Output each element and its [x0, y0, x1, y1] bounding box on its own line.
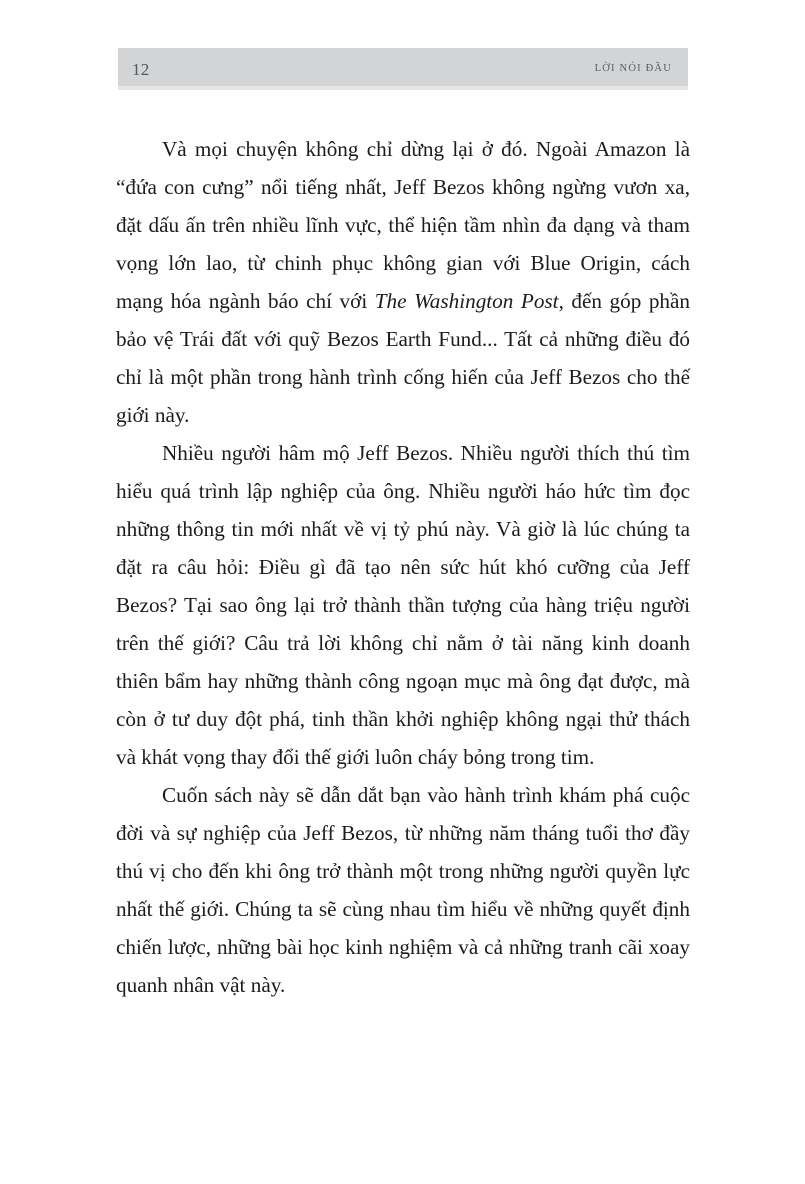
italic-work-title: The Washington Post [374, 289, 559, 313]
running-header [118, 48, 688, 90]
paragraph-1: Và mọi chuyện không chỉ dừng lại ở đó. Ngoài Amazon là “đứa con cưng” nổi tiếng nhất, Jeff Bezos không ngừng vươn xa, đặt dấu ấn trên nhiều lĩnh vực, thể hiện tầm nhìn đa dạng và tham vọng lớn lao, từ chinh phục không gian với Blue Origin, cách mạng hóa ngành báo chí với The Washington Post, đến góp phần bảo vệ Trái đất với quỹ Bezos Earth Fund... Tất cả những điều đó chỉ là một phần trong hành trình cống hiến của Jeff Bezos cho thế giới này. [116, 137, 690, 427]
paragraph-3: Cuốn sách này sẽ dẫn dắt bạn vào hành trình khám phá cuộc đời và sự nghiệp của Jeff Bezos, từ những năm tháng tuổi thơ đầy thú vị cho đến khi ông trở thành một trong những người quyền lực nhất thế giới. Chúng ta sẽ cùng nhau tìm hiểu về những quyết định chiến lược, những bài học kinh nghiệm và cả những tranh cãi xoay quanh nhân vật này. [116, 783, 690, 997]
page-number: 12 [132, 59, 150, 79]
body-text-block [116, 130, 690, 1004]
paragraph-2: Nhiều người hâm mộ Jeff Bezos. Nhiều người thích thú tìm hiểu quá trình lập nghiệp của ông. Nhiều người háo hức tìm đọc những thông tin mới nhất về vị tỷ phú này. Và giờ là lúc chúng ta đặt ra câu hỏi: Điều gì đã tạo nên sức hút khó cưỡng của Jeff Bezos? Tại sao ông lại trở thành thần tượng của hàng triệu người trên thế giới? Câu trả lời không chỉ nằm ở tài năng kinh doanh thiên bẩm hay những thành công ngoạn mục mà ông đạt được, mà còn ở tư duy đột phá, tinh thần khởi nghiệp không ngại thử thách và khát vọng thay đổi thế giới luôn cháy bỏng trong tim. [116, 441, 690, 769]
running-header-title: LỜI NÓI ĐẦU [594, 62, 672, 74]
